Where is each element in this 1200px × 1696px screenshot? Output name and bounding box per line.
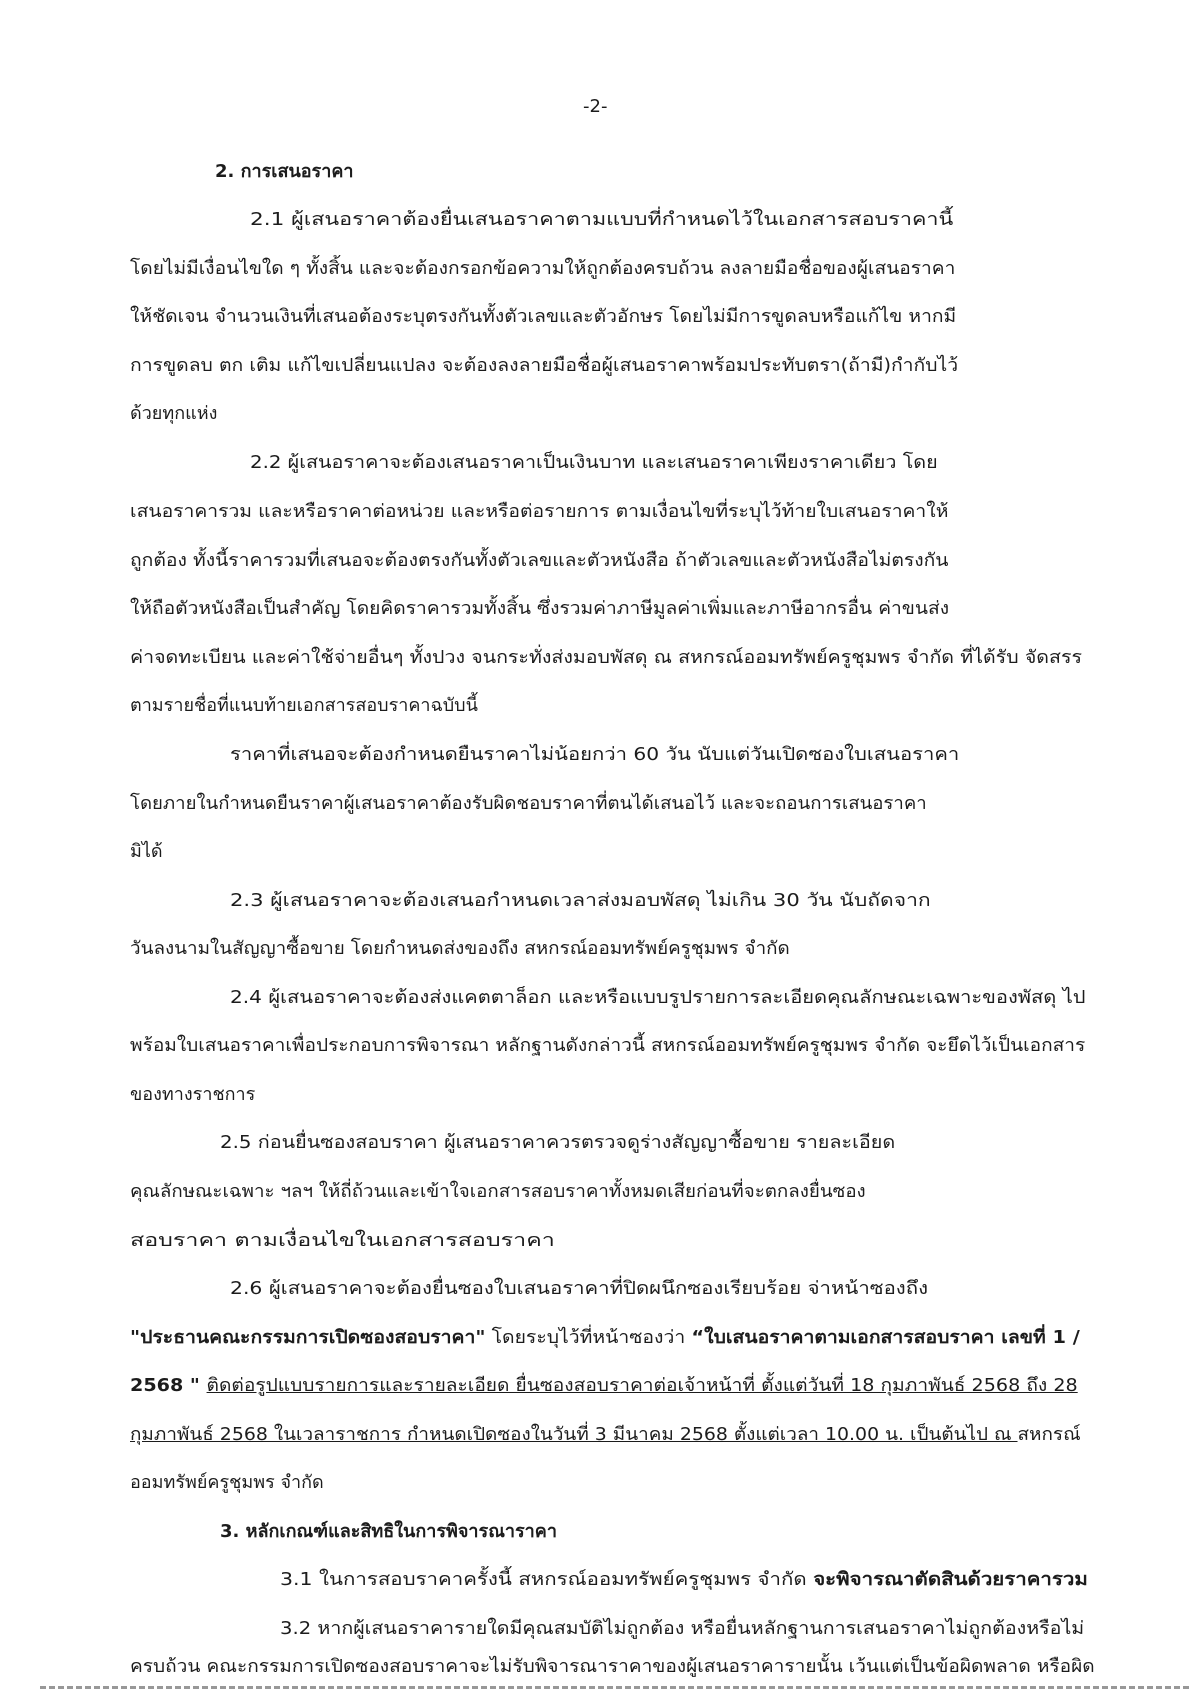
para-2-6-line-5 <box>130 1471 324 1495</box>
para-2-2-line-4-segment-1: ให้ถือตัวหนังสือเป็นสำคัญ โดยคิดราคารวมทั้งสิ้น ซึ่งรวมค่าภาษีมูลค่าเพิ่มและภาษีอากรอื่น ค่าขนส่ง <box>130 598 950 619</box>
section-3-heading-segment-1: 3. หลักเกณฑ์และสิทธิในการพิจารณาราคา <box>220 1521 557 1542</box>
para-2-6-line-5-segment-1: ออมทรัพย์ครูชุมพร จำกัด <box>130 1472 324 1493</box>
para-2-2-line-4 <box>130 597 949 621</box>
para-2-2-line-3 <box>130 549 948 573</box>
para-validity-line-2-segment-1: โดยภายในกำหนดยืนราคาผู้เสนอราคาต้องรับผิดชอบราคาที่ตนได้เสนอไว้ และจะถอนการเสนอราคา <box>130 793 927 814</box>
para-2-4-line-3-segment-1: ของทางราชการ <box>130 1084 256 1105</box>
para-2-3-line-1-segment-1: 2.3 ผู้เสนอราคาจะต้องเสนอกำหนดเวลาส่งมอบพัสดุ ไม่เกิน 30 วัน นับถัดจาก <box>230 890 931 911</box>
para-2-2-line-2-segment-1: เสนอราคารวม และหรือราคาต่อหน่วย และหรือต่อรายการ ตามเงื่อนไขที่ระบุไว้ท้ายใบเสนอราคาให้ <box>130 501 949 522</box>
para-2-1-line-1-segment-1: 2.1 ผู้เสนอราคาต้องยื่นเสนอราคาตามแบบที่กำหนดไว้ในเอกสารสอบราคานี้ <box>250 209 954 230</box>
para-2-6-line-4 <box>130 1423 1081 1447</box>
para-2-1-line-3 <box>130 305 956 329</box>
para-validity-line-3 <box>130 840 163 864</box>
para-2-3-line-2-segment-1: วันลงนามในสัญญาซื้อขาย โดยกำหนดส่งของถึง สหกรณ์ออมทรัพย์ครูชุมพร จำกัด <box>130 938 790 959</box>
para-2-3-line-2 <box>130 937 790 961</box>
para-2-1-line-5-segment-1: ด้วยทุกแห่ง <box>130 403 218 424</box>
para-2-5-line-3 <box>130 1229 555 1253</box>
para-2-5-line-2-segment-1: คุณลักษณะเฉพาะ ฯลฯ ให้ถี่ถ้วนและเข้าใจเอกสารสอบราคาทั้งหมดเสียก่อนที่จะตกลงยื่นซอง <box>130 1181 866 1202</box>
para-2-1-line-2 <box>130 257 955 281</box>
para-2-4-line-1 <box>230 986 1086 1010</box>
para-2-6-line-3 <box>130 1374 1078 1398</box>
para-3-2-line-1 <box>280 1617 1084 1641</box>
para-3-1-line-1-segment-2: จะพิจารณาตัดสินด้วยราคารวม <box>813 1569 1088 1590</box>
para-validity-line-2 <box>130 792 927 816</box>
section-2-heading <box>215 160 353 184</box>
para-validity-line-1 <box>230 743 959 767</box>
para-2-2-line-5 <box>130 646 1082 670</box>
para-2-4-line-1-segment-1: 2.4 ผู้เสนอราคาจะต้องส่งแคตตาล็อก และหรือแบบรูปรายการละเอียดคุณลักษณะเฉพาะของพัสดุ ไป <box>230 987 1086 1008</box>
para-3-2-line-2 <box>130 1655 1095 1679</box>
para-2-1-line-4 <box>130 354 958 378</box>
para-2-6-line-3-segment-1: 2568 " <box>130 1375 207 1396</box>
para-3-1-line-1 <box>280 1568 1088 1592</box>
para-2-6-line-1-segment-1: 2.6 ผู้เสนอราคาจะต้องยื่นซองใบเสนอราคาที่ปิดผนึกซองเรียบร้อย จ่าหน้าซองถึง <box>230 1278 929 1299</box>
para-2-5-line-1-segment-1: 2.5 ก่อนยื่นซองสอบราคา ผู้เสนอราคาควรตรวจดูร่างสัญญาซื้อขาย รายละเอียด <box>220 1132 896 1153</box>
page-number: -2- <box>583 96 608 117</box>
para-validity-line-1-segment-1: ราคาที่เสนอจะต้องกำหนดยืนราคาไม่น้อยกว่า 60 วัน นับแต่วันเปิดซองใบเสนอราคา <box>230 744 960 765</box>
para-2-6-line-4-segment-1: กุมภาพันธ์ 2568 ในเวลาราชการ กำหนดเปิดซองในวันที่ 3 มีนาคม 2568 ตั้งแต่เวลา 10.00 น. เป็นต้นไป ณ <box>130 1424 1018 1445</box>
para-2-4-line-2-segment-1: พร้อมใบเสนอราคาเพื่อประกอบการพิจารณา หลักฐานดังกล่าวนี้ สหกรณ์ออมทรัพย์ครูชุมพร จำกัด จะยึดไว้เป็นเอกสาร <box>130 1035 1086 1056</box>
para-2-1-line-1 <box>250 208 953 232</box>
para-validity-line-3-segment-1: มิได้ <box>130 841 163 862</box>
para-2-1-line-3-segment-1: ให้ชัดเจน จำนวนเงินที่เสนอต้องระบุตรงกันทั้งตัวเลขและตัวอักษร โดยไม่มีการขูดลบหรือแก้ไข หากมี <box>130 306 957 327</box>
para-2-2-line-6 <box>130 694 478 718</box>
para-2-2-line-5-segment-1: ค่าจดทะเบียน และค่าใช้จ่ายอื่นๆ ทั้งปวง จนกระทั่งส่งมอบพัสดุ ณ สหกรณ์ออมทรัพย์ครูชุมพร จำกัด ที่ได้รับ จัดสรร <box>130 647 1082 668</box>
para-3-2-line-1-segment-1: 3.2 หากผู้เสนอราคารายใดมีคุณสมบัติไม่ถูกต้อง หรือยื่นหลักฐานการเสนอราคาไม่ถูกต้องหรือไม่ <box>280 1618 1085 1639</box>
para-2-1-line-4-segment-1: การขูดลบ ตก เติม แก้ไขเปลี่ยนแปลง จะต้องลงลายมือชื่อผู้เสนอราคาพร้อมประทับตรา(ถ้ามี)กำกับไว้ <box>130 355 959 376</box>
para-2-5-line-2 <box>130 1180 866 1204</box>
para-2-3-line-1 <box>230 889 931 913</box>
para-2-1-line-2-segment-1: โดยไม่มีเงื่อนไขใด ๆ ทั้งสิ้น และจะต้องกรอกข้อความให้ถูกต้องครบถ้วน ลงลายมือชื่อของผู้เสนอราคา <box>130 258 956 279</box>
para-2-6-line-1 <box>230 1277 928 1301</box>
para-2-2-line-1 <box>250 451 938 475</box>
scan-edge-artifact <box>40 1686 1190 1689</box>
para-2-2-line-3-segment-1: ถูกต้อง ทั้งนี้ราคารวมที่เสนอจะต้องตรงกันทั้งตัวเลขและตัวหนังสือ ถ้าตัวเลขและตัวหนังสือไม่ตรงกัน <box>130 550 949 571</box>
para-2-2-line-1-segment-1: 2.2 ผู้เสนอราคาจะต้องเสนอราคาเป็นเงินบาท และเสนอราคาเพียงราคาเดียว โดย <box>250 452 938 473</box>
para-2-6-line-4-segment-2: สหกรณ์ <box>1017 1424 1081 1445</box>
para-2-1-line-5 <box>130 402 217 426</box>
para-2-6-line-2-segment-1: "ประธานคณะกรรมการเปิดซองสอบราคา" <box>130 1327 486 1348</box>
para-2-5-line-3-segment-1: สอบราคา ตามเงื่อนไขในเอกสารสอบราคา <box>130 1230 555 1251</box>
para-2-6-line-2-segment-3: “ใบเสนอราคาตามเอกสารสอบราคา เลขที่ 1 / <box>691 1327 1080 1348</box>
para-2-4-line-2 <box>130 1034 1085 1058</box>
para-2-6-line-2 <box>130 1326 1080 1350</box>
para-2-6-line-2-segment-2: โดยระบุไว้ที่หน้าซองว่า <box>485 1327 692 1348</box>
section-3-heading <box>220 1520 557 1544</box>
para-3-2-line-2-segment-1: ครบถ้วน คณะกรรมการเปิดซองสอบราคาจะไม่รับพิจารณาราคาของผู้เสนอราคารายนั้น เว้นแต่เป็นข้อผิดพลาด หรือผิด <box>130 1656 1095 1677</box>
section-2-heading-segment-1: 2. การเสนอราคา <box>215 161 354 182</box>
para-2-4-line-3 <box>130 1083 255 1107</box>
para-3-1-line-1-segment-1: 3.1 ในการสอบราคาครั้งนี้ สหกรณ์ออมทรัพย์ครูชุมพร จำกัด <box>280 1569 814 1590</box>
para-2-2-line-2 <box>130 500 948 524</box>
para-2-5-line-1 <box>220 1131 895 1155</box>
para-2-2-line-6-segment-1: ตามรายชื่อที่แนบท้ายเอกสารสอบราคาฉบับนี้ <box>130 695 478 716</box>
para-2-6-line-3-segment-2: ติดต่อรูปแบบรายการและรายละเอียด ยื่นซองสอบราคาต่อเจ้าหน้าที่ ตั้งแต่วันที่ 18 กุมภาพันธ์ 2568 ถึง 28 <box>206 1375 1078 1396</box>
